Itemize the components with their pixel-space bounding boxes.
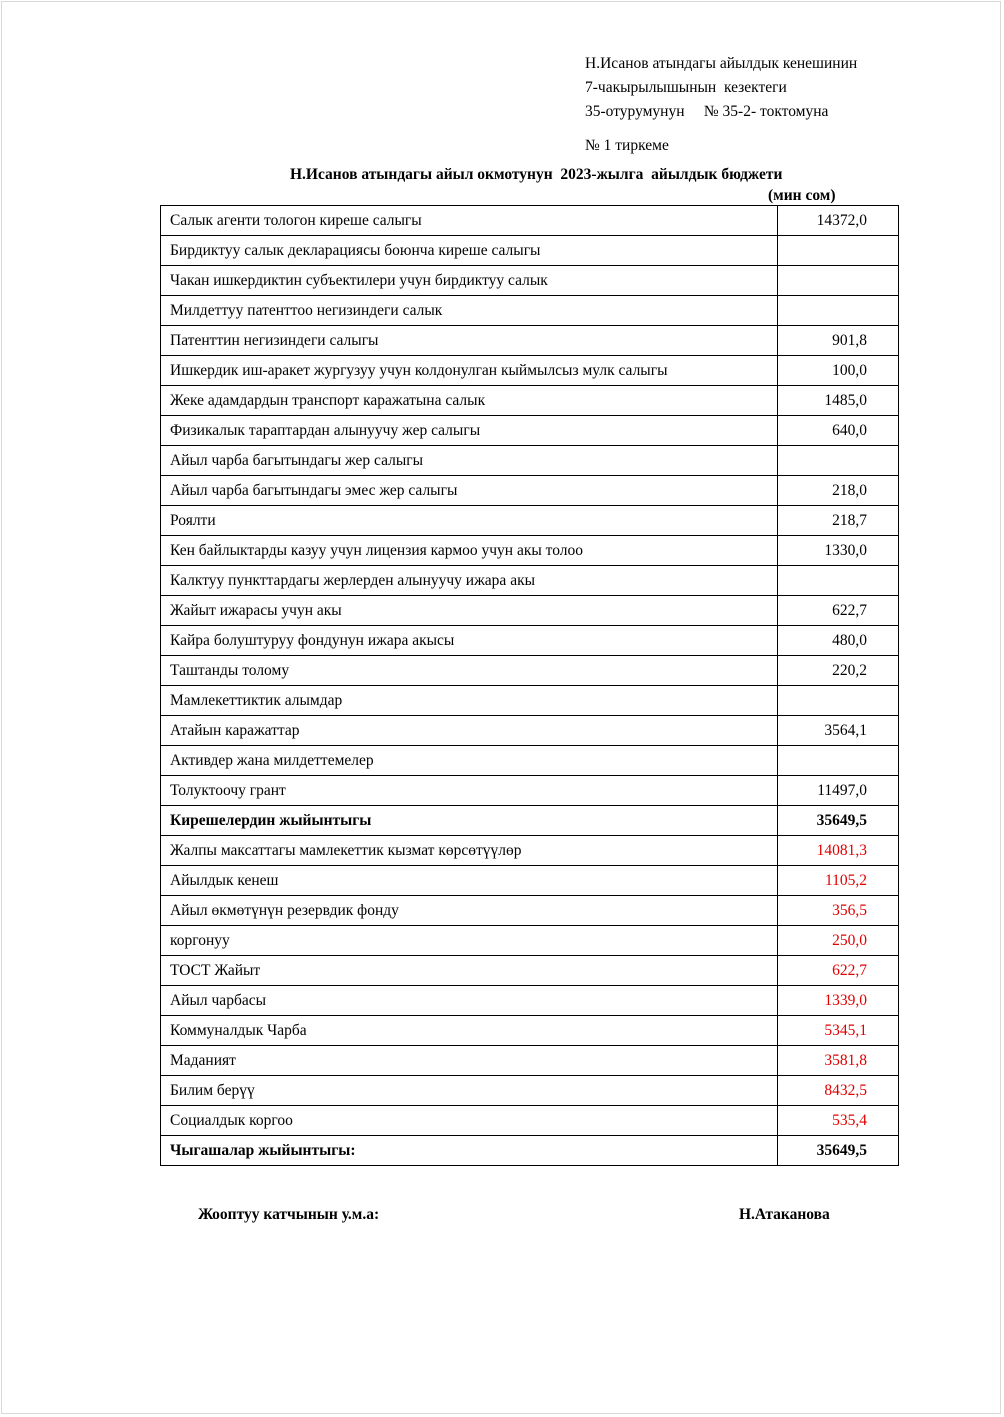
header-block <box>585 52 857 158</box>
table-row <box>161 1016 899 1046</box>
signature-name: Н.Атаканова <box>739 1206 830 1223</box>
row-value: 356,5 <box>778 896 899 926</box>
row-value: 3581,8 <box>778 1046 899 1076</box>
row-name: ТОСТ Жайыт <box>161 956 778 986</box>
row-value: 1105,2 <box>778 866 899 896</box>
table-row <box>161 506 899 536</box>
row-name: Жеке адамдардын транспорт каражатына салык <box>161 386 778 416</box>
row-name: Чыгашалар жыйынтыгы: <box>161 1136 778 1166</box>
row-value: 535,4 <box>778 1106 899 1136</box>
table-row <box>161 806 899 836</box>
table-row <box>161 236 899 266</box>
row-value <box>778 686 899 716</box>
row-name: Атайын каражаттар <box>161 716 778 746</box>
appendix-label: № 1 тиркеме <box>585 137 669 154</box>
table-row <box>161 1106 899 1136</box>
table-row <box>161 1136 899 1166</box>
row-name: Патенттин негизиндеги салыгы <box>161 326 778 356</box>
row-name: Бирдиктуу салык декларациясы боюнча киреше салыгы <box>161 236 778 266</box>
row-value: 640,0 <box>778 416 899 446</box>
table-row <box>161 1076 899 1106</box>
table-row <box>161 386 899 416</box>
table-row <box>161 716 899 746</box>
header-line: 35-отурумунун № 35-2- токтомуна <box>585 103 829 120</box>
table-row <box>161 986 899 1016</box>
row-value: 480,0 <box>778 626 899 656</box>
signature-label: Жоoптуу катчынын у.м.а: <box>198 1206 380 1223</box>
row-name: Ишкердик иш-аракет жургузуу учун колдонулган кыймылсыз мулк салыгы <box>161 356 778 386</box>
row-name: Айыл чарба багытындагы эмес жер салыгы <box>161 476 778 506</box>
row-value: 218,0 <box>778 476 899 506</box>
table-row <box>161 836 899 866</box>
row-name: Кайра болуштуруу фондунун ижара акысы <box>161 626 778 656</box>
row-value: 622,7 <box>778 956 899 986</box>
row-value <box>778 746 899 776</box>
row-name: Толуктоочу грант <box>161 776 778 806</box>
row-value <box>778 236 899 266</box>
row-name: Айыл чарбасы <box>161 986 778 1016</box>
row-name: Салык агенти тологон киреше салыгы <box>161 206 778 236</box>
row-name: Физикалык тараптардан алынуучу жер салыгы <box>161 416 778 446</box>
row-name: Калктуу пункттардагы жерлерден алынуучу ижара акы <box>161 566 778 596</box>
row-value <box>778 296 899 326</box>
table-row <box>161 266 899 296</box>
table-row <box>161 956 899 986</box>
row-value: 901,8 <box>778 326 899 356</box>
row-name: Кирешелердин жыйынтыгы <box>161 806 778 836</box>
row-value: 14081,3 <box>778 836 899 866</box>
row-value: 8432,5 <box>778 1076 899 1106</box>
row-name: Маданият <box>161 1046 778 1076</box>
budget-table <box>160 205 899 1166</box>
table-row <box>161 476 899 506</box>
table-row <box>161 746 899 776</box>
document-title: Н.Исанов атындагы айыл окмотунун 2023-жылга айылдык бюджети <box>290 166 783 183</box>
row-value: 35649,5 <box>778 806 899 836</box>
row-value: 1485,0 <box>778 386 899 416</box>
row-value: 5345,1 <box>778 1016 899 1046</box>
table-row <box>161 686 899 716</box>
units-label: (мин сом) <box>768 187 836 204</box>
row-value <box>778 446 899 476</box>
table-row <box>161 926 899 956</box>
row-name: Жайыт ижарасы учун акы <box>161 596 778 626</box>
row-name: Активдер жана милдеттемелер <box>161 746 778 776</box>
row-name: Айыл чарба багытындагы жер салыгы <box>161 446 778 476</box>
row-name: Кен байлыктарды казуу учун лицензия кармоо учун акы толоо <box>161 536 778 566</box>
row-name: Айылдык кенеш <box>161 866 778 896</box>
row-value <box>778 266 899 296</box>
table-row <box>161 776 899 806</box>
row-name: Мамлекеттиктик алымдар <box>161 686 778 716</box>
row-value: 3564,1 <box>778 716 899 746</box>
table-row <box>161 296 899 326</box>
header-line: Н.Исанов атындагы айылдык кенешинин <box>585 55 858 72</box>
row-name: Айыл өкмөтүнүн резервдик фонду <box>161 896 778 926</box>
row-value: 35649,5 <box>778 1136 899 1166</box>
table-row <box>161 416 899 446</box>
row-name: Социалдык коргоо <box>161 1106 778 1136</box>
table-row <box>161 566 899 596</box>
row-value: 14372,0 <box>778 206 899 236</box>
row-name: Билим берүү <box>161 1076 778 1106</box>
table-row <box>161 446 899 476</box>
table-row <box>161 536 899 566</box>
table-row <box>161 326 899 356</box>
row-name: Коммуналдык Чарба <box>161 1016 778 1046</box>
row-value: 250,0 <box>778 926 899 956</box>
row-value: 622,7 <box>778 596 899 626</box>
table-row <box>161 1046 899 1076</box>
row-value: 11497,0 <box>778 776 899 806</box>
row-value: 218,7 <box>778 506 899 536</box>
row-value: 1330,0 <box>778 536 899 566</box>
table-row <box>161 596 899 626</box>
table-row <box>161 206 899 236</box>
row-name: Жалпы максаттагы мамлекеттик кызмат көрсөтүүлөр <box>161 836 778 866</box>
row-name: Таштанды толому <box>161 656 778 686</box>
row-value: 1339,0 <box>778 986 899 1016</box>
row-value: 100,0 <box>778 356 899 386</box>
table-row <box>161 356 899 386</box>
table-row <box>161 626 899 656</box>
row-name: Чакан ишкердиктин субъектилери учун бирдиктуу салык <box>161 266 778 296</box>
table-row <box>161 896 899 926</box>
table-row <box>161 866 899 896</box>
row-name: Роялти <box>161 506 778 536</box>
row-value <box>778 566 899 596</box>
row-name: Милдеттуу патенттоо негизиндеги салык <box>161 296 778 326</box>
row-name: коргонуу <box>161 926 778 956</box>
table-row <box>161 656 899 686</box>
header-line: 7-чакырылышынын кезектеги <box>585 79 787 96</box>
row-value: 220,2 <box>778 656 899 686</box>
